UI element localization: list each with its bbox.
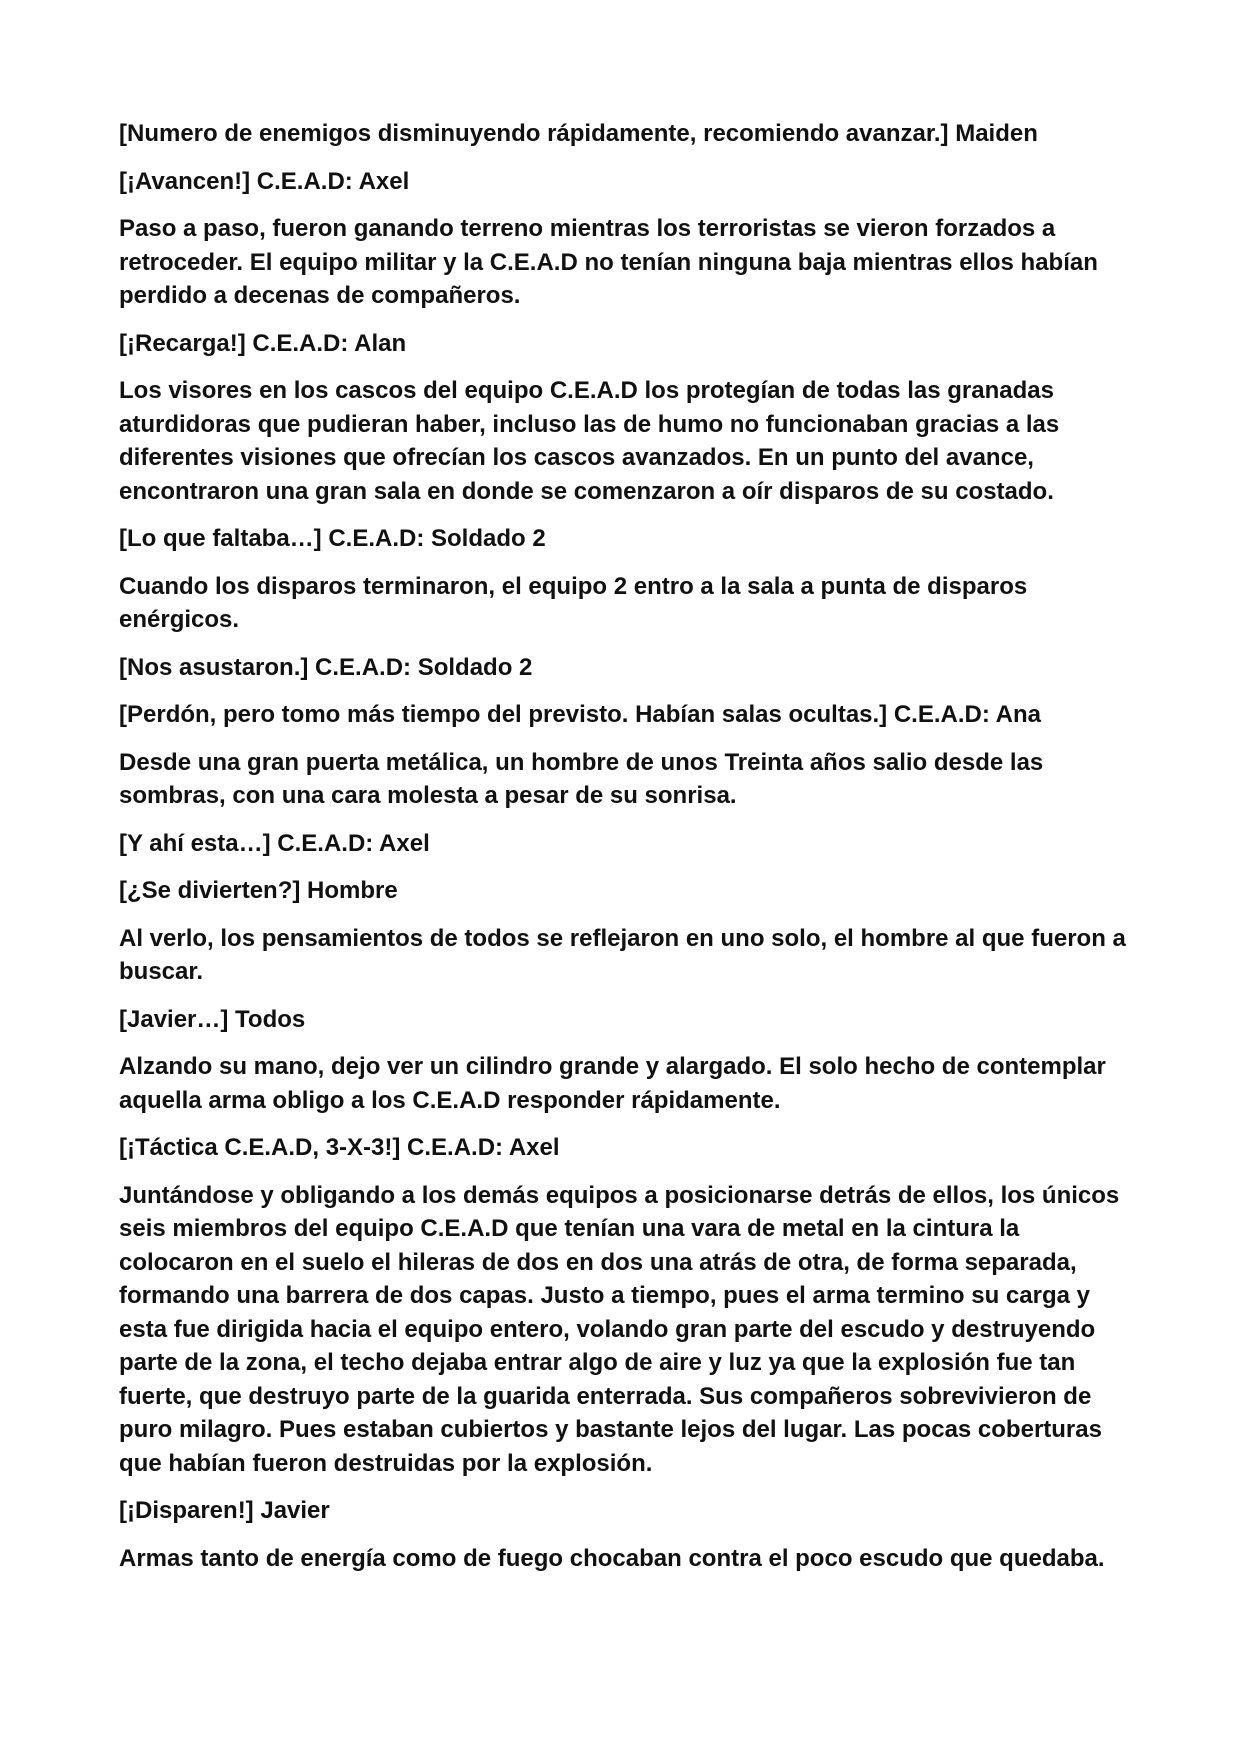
- dialogue-line: [¡Disparen!] Javier: [119, 1497, 330, 1524]
- narrative-paragraph: Alzando su mano, dejo ver un cilindro grande y alargado. El solo hecho de contemplar aquella arma obligo a los C.E.A.D responder rápidamente.: [119, 1053, 1106, 1114]
- dialogue-line: [¿Se divierten?] Hombre: [119, 877, 398, 904]
- narrative-paragraph: Juntándose y obligando a los demás equipos a posicionarse detrás de ellos, los únicos seis miembros del equipo C.E.A.D que tenían una vara de metal en la cintura la colocaron en el suelo el hileras de dos en dos una atrás de otra, de forma separada, formando una barrera de dos capas. Justo a tiempo, pues el arma termino su carga y esta fue dirigida hacia el equipo entero, volando gran parte del escudo y destruyendo parte de la zona, el techo dejaba entrar algo de aire y luz ya que la explosión fue tan fuerte, que destruyo parte de la guarida enterrada. Sus compañeros sobrevivieron de puro milagro. Pues estaban cubiertos y bastante lejos del lugar. Las pocas coberturas que habían fueron destruidas por la explosión.: [119, 1181, 1120, 1477]
- narrative-paragraph: Armas tanto de energía como de fuego chocaban contra el poco escudo que quedaba.: [119, 1544, 1105, 1572]
- dialogue-line: [Numero de enemigos disminuyendo rápidamente, recomiendo avanzar.] Maiden: [119, 120, 1038, 147]
- dialogue-line: [¡Avancen!] C.E.A.D: Axel: [119, 167, 410, 195]
- narrative-paragraph: Cuando los disparos terminaron, el equipo 2 entro a la sala a punta de disparos enérgicos.: [119, 572, 1028, 633]
- narrative-paragraph: Los visores en los cascos del equipo C.E.A.D los protegían de todas las granadas aturdidoras que pudieran haber, incluso las de humo no funcionaban gracias a las diferentes visiones que ofrecían los cascos avanzados. En un punto del avance, encontraron una gran sala en donde se comenzaron a oír disparos de su costado.: [119, 377, 1060, 505]
- dialogue-line: [Y ahí esta…] C.E.A.D: Axel: [119, 829, 430, 857]
- dialogue-line: [Nos asustaron.] C.E.A.D: Soldado 2: [119, 653, 533, 681]
- document-page: [119, 117, 1139, 1589]
- dialogue-line: [¡Táctica C.E.A.D, 3-X-3!] C.E.A.D: Axel: [119, 1134, 560, 1161]
- dialogue-line: [¡Recarga!] C.E.A.D: Alan: [119, 329, 407, 357]
- dialogue-line: [Lo que faltaba…] C.E.A.D: Soldado 2: [119, 525, 546, 552]
- dialogue-line: [Perdón, pero tomo más tiempo del previsto. Habían salas ocultas.] C.E.A.D: Ana: [119, 701, 1041, 728]
- dialogue-line: [Javier…] Todos: [119, 1005, 306, 1033]
- narrative-paragraph: Desde una gran puerta metálica, un hombre de unos Treinta años salio desde las sombras, con una cara molesta a pesar de su sonrisa.: [119, 748, 1044, 809]
- narrative-paragraph: Paso a paso, fueron ganando terreno mientras los terroristas se vieron forzados a retroceder. El equipo militar y la C.E.A.D no tenían ninguna baja mientras ellos habían perdido a decenas de compañeros.: [119, 215, 1098, 309]
- narrative-paragraph: Al verlo, los pensamientos de todos se reflejaron en uno solo, el hombre al que fueron a buscar.: [119, 924, 1126, 985]
